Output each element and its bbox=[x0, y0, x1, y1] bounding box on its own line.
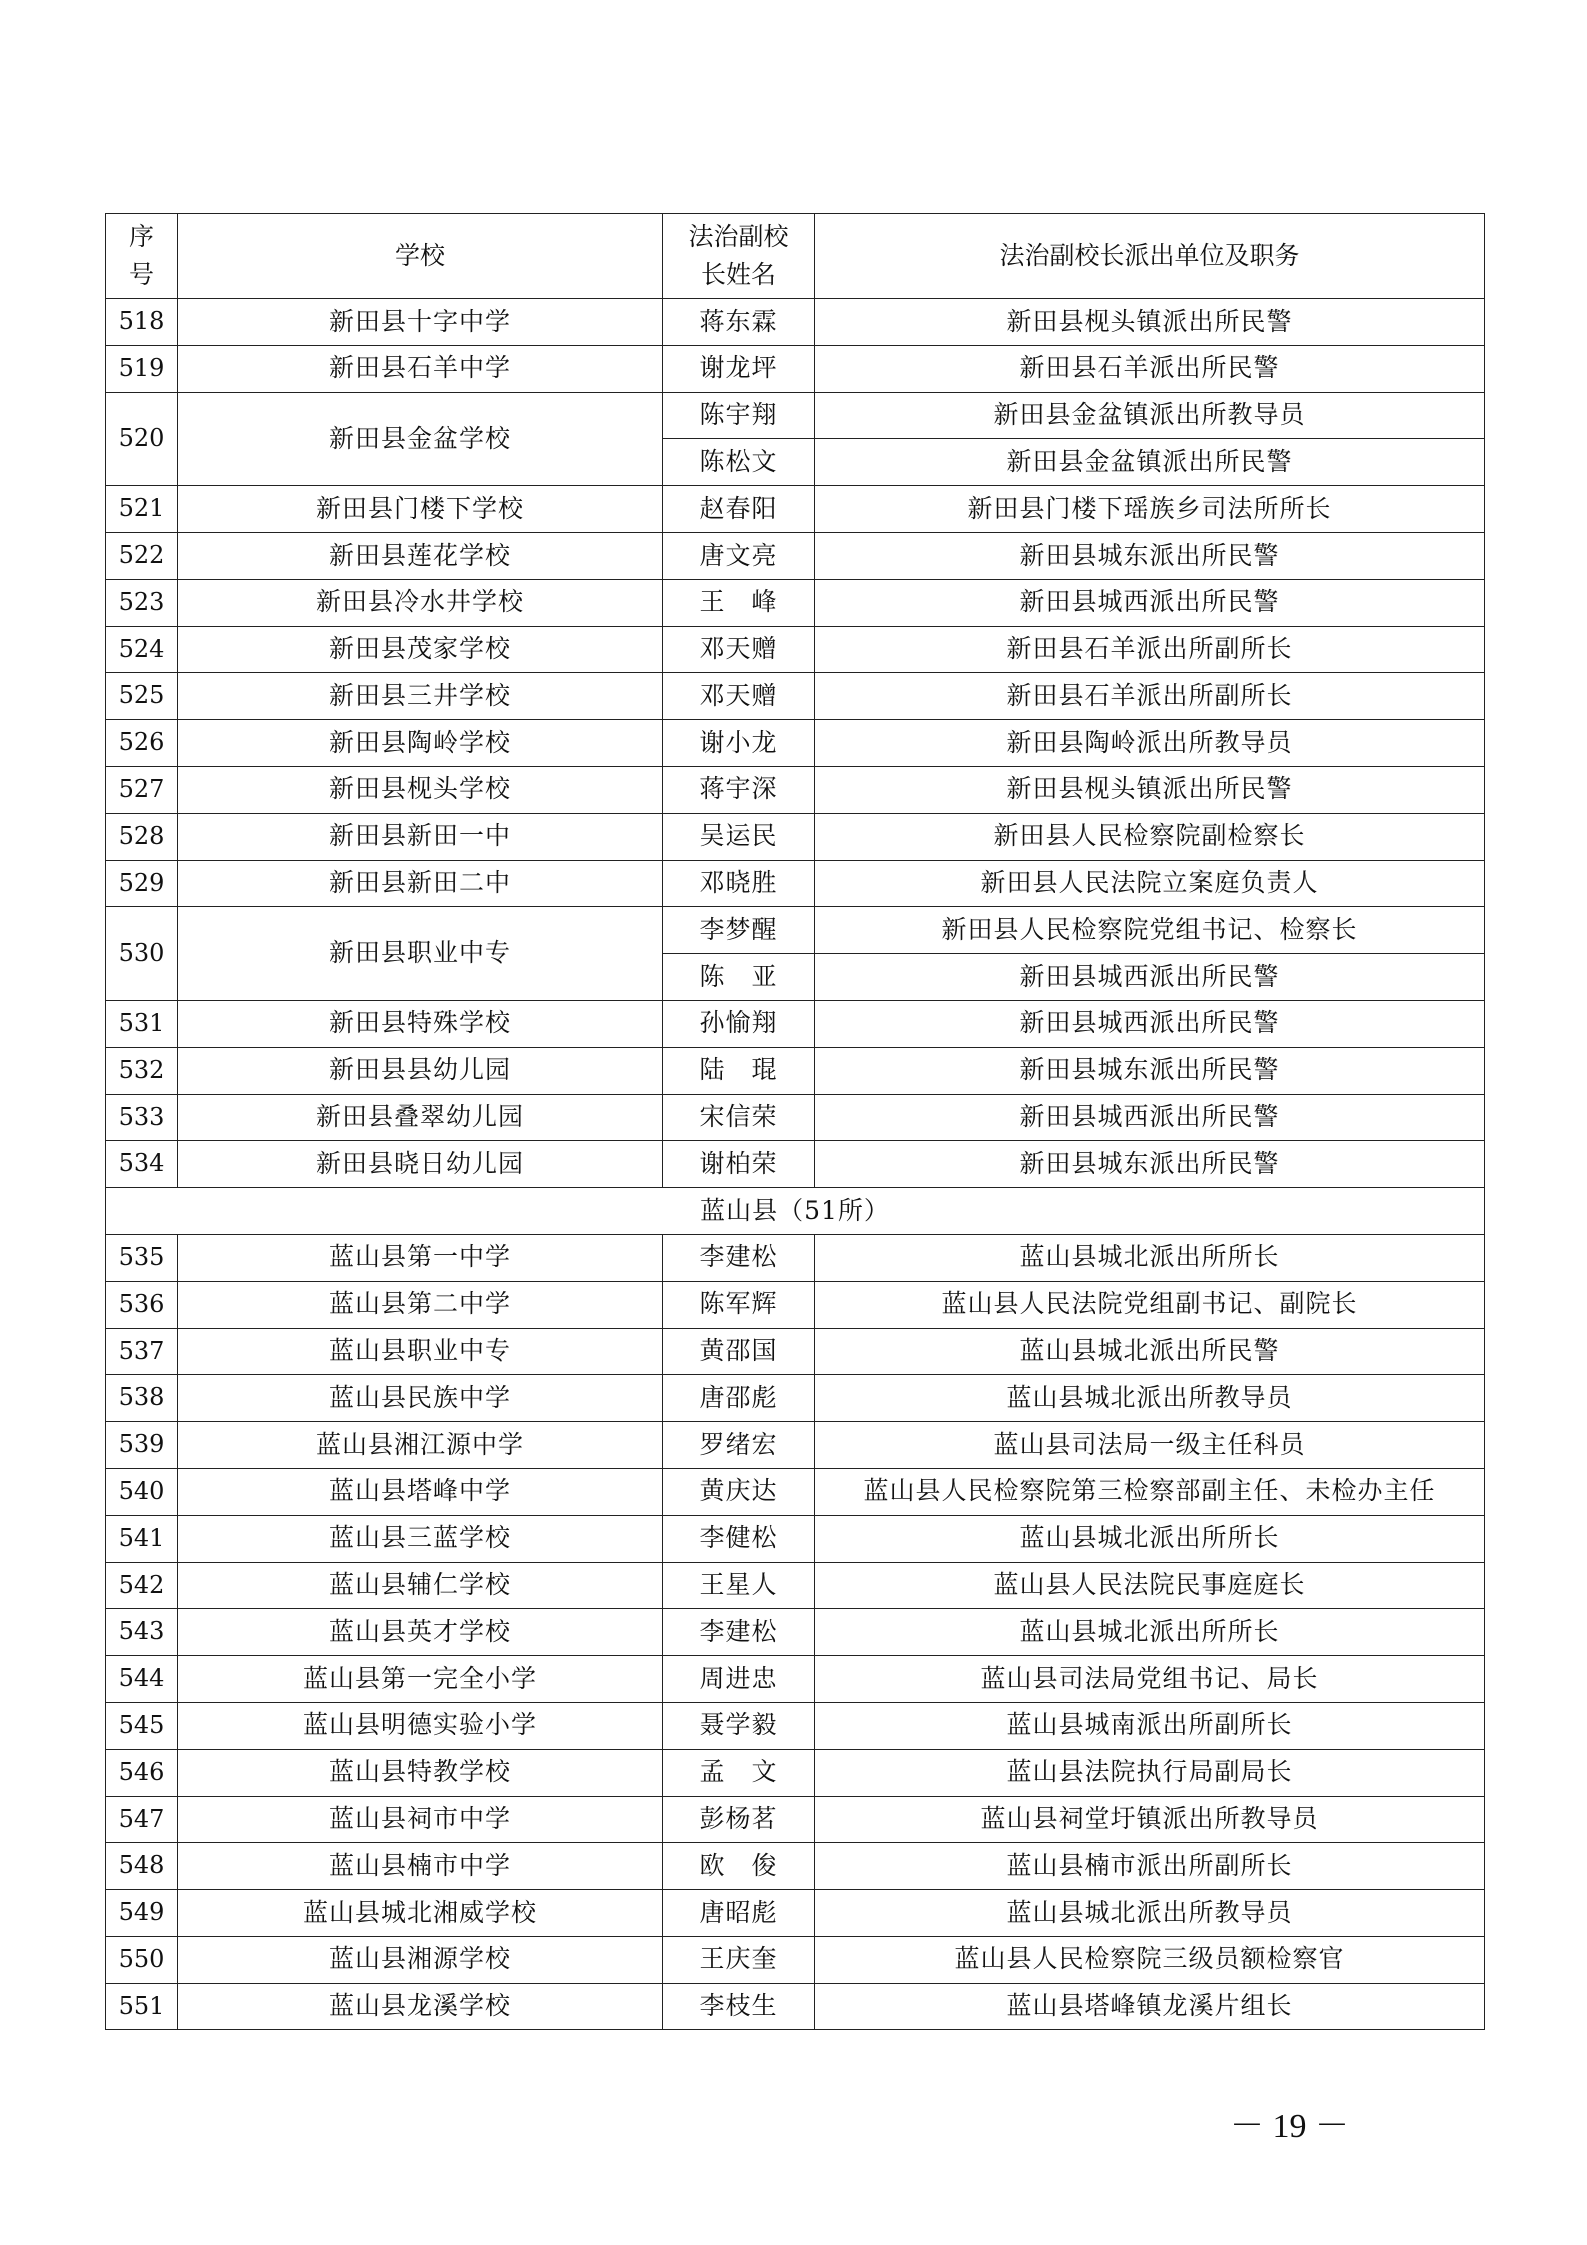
table-row bbox=[106, 1562, 1485, 1609]
school-name: 新田县莲花学校 bbox=[178, 532, 663, 579]
dispatch-unit: 新田县城西派出所民警 bbox=[815, 1094, 1485, 1141]
school-name: 蓝山县辅仁学校 bbox=[178, 1562, 663, 1609]
table-row bbox=[106, 579, 1485, 626]
school-name: 蓝山县三蓝学校 bbox=[178, 1515, 663, 1562]
dispatch-unit: 新田县人民检察院副检察长 bbox=[815, 813, 1485, 860]
row-index: 531 bbox=[106, 1000, 178, 1047]
section-row bbox=[106, 1188, 1485, 1235]
table-row bbox=[106, 1234, 1485, 1281]
table-header-row bbox=[106, 214, 1485, 299]
row-index: 537 bbox=[106, 1328, 178, 1375]
dispatch-unit: 蓝山县城北派出所教导员 bbox=[815, 1375, 1485, 1422]
principal-name: 王星人 bbox=[663, 1562, 815, 1609]
table-row bbox=[106, 907, 1485, 954]
table-row bbox=[106, 1656, 1485, 1703]
school-name: 蓝山县第一中学 bbox=[178, 1234, 663, 1281]
school-name: 新田县叠翠幼儿园 bbox=[178, 1094, 663, 1141]
principal-name: 王庆奎 bbox=[663, 1936, 815, 1983]
dispatch-unit: 蓝山县司法局一级主任科员 bbox=[815, 1422, 1485, 1469]
row-index: 544 bbox=[106, 1656, 178, 1703]
dispatch-unit: 新田县城西派出所民警 bbox=[815, 1000, 1485, 1047]
school-name: 新田县冷水井学校 bbox=[178, 579, 663, 626]
dispatch-unit: 新田县城东派出所民警 bbox=[815, 532, 1485, 579]
table-row bbox=[106, 813, 1485, 860]
principal-name: 陈松文 bbox=[663, 439, 815, 486]
principal-name: 陈宇翔 bbox=[663, 392, 815, 439]
school-name: 新田县石羊中学 bbox=[178, 345, 663, 392]
school-name: 新田县职业中专 bbox=[178, 907, 663, 1001]
dispatch-unit: 蓝山县人民检察院第三检察部副主任、未检办主任 bbox=[815, 1468, 1485, 1515]
dispatch-unit: 新田县金盆镇派出所民警 bbox=[815, 439, 1485, 486]
principal-name: 欧 俊 bbox=[663, 1843, 815, 1890]
school-name: 新田县县幼儿园 bbox=[178, 1047, 663, 1094]
school-name: 新田县新田二中 bbox=[178, 860, 663, 907]
principal-name: 罗绪宏 bbox=[663, 1422, 815, 1469]
dispatch-unit: 蓝山县人民法院民事庭庭长 bbox=[815, 1562, 1485, 1609]
table-row bbox=[106, 1422, 1485, 1469]
row-index: 535 bbox=[106, 1234, 178, 1281]
principal-name: 李建松 bbox=[663, 1234, 815, 1281]
school-name: 蓝山县民族中学 bbox=[178, 1375, 663, 1422]
table-row bbox=[106, 299, 1485, 346]
principal-name: 蒋东霖 bbox=[663, 299, 815, 346]
table-row bbox=[106, 1468, 1485, 1515]
dispatch-unit: 蓝山县城北派出所所长 bbox=[815, 1234, 1485, 1281]
principal-name: 赵春阳 bbox=[663, 486, 815, 533]
row-index: 533 bbox=[106, 1094, 178, 1141]
principal-name: 谢龙坪 bbox=[663, 345, 815, 392]
row-index: 546 bbox=[106, 1749, 178, 1796]
principal-name: 李健松 bbox=[663, 1515, 815, 1562]
row-index: 540 bbox=[106, 1468, 178, 1515]
school-name: 蓝山县城北湘威学校 bbox=[178, 1890, 663, 1937]
principal-name: 彭杨茗 bbox=[663, 1796, 815, 1843]
row-index: 550 bbox=[106, 1936, 178, 1983]
school-name: 蓝山县湘江源中学 bbox=[178, 1422, 663, 1469]
school-name: 蓝山县湘源学校 bbox=[178, 1936, 663, 1983]
row-index: 525 bbox=[106, 673, 178, 720]
school-name: 新田县金盆学校 bbox=[178, 392, 663, 486]
row-index: 521 bbox=[106, 486, 178, 533]
section-title: 蓝山县（51所） bbox=[106, 1188, 1485, 1235]
table-row bbox=[106, 1375, 1485, 1422]
principal-name: 李梦醒 bbox=[663, 907, 815, 954]
principal-name: 唐文亮 bbox=[663, 532, 815, 579]
row-index: 548 bbox=[106, 1843, 178, 1890]
table-row bbox=[106, 1515, 1485, 1562]
dispatch-unit: 新田县门楼下瑶族乡司法所所长 bbox=[815, 486, 1485, 533]
row-index: 534 bbox=[106, 1141, 178, 1188]
table-row bbox=[106, 1000, 1485, 1047]
school-name: 新田县晓日幼儿园 bbox=[178, 1141, 663, 1188]
school-name: 新田县特殊学校 bbox=[178, 1000, 663, 1047]
table-row bbox=[106, 1047, 1485, 1094]
row-index: 545 bbox=[106, 1702, 178, 1749]
dispatch-unit: 新田县枧头镇派出所民警 bbox=[815, 766, 1485, 813]
row-index: 547 bbox=[106, 1796, 178, 1843]
principal-name: 宋信荣 bbox=[663, 1094, 815, 1141]
principal-name: 周进忠 bbox=[663, 1656, 815, 1703]
principal-name: 陈军辉 bbox=[663, 1281, 815, 1328]
table-row bbox=[106, 392, 1485, 439]
row-index: 541 bbox=[106, 1515, 178, 1562]
dispatch-unit: 新田县石羊派出所副所长 bbox=[815, 673, 1485, 720]
principal-name: 陆 琨 bbox=[663, 1047, 815, 1094]
dispatch-unit: 新田县城东派出所民警 bbox=[815, 1141, 1485, 1188]
school-name: 新田县茂家学校 bbox=[178, 626, 663, 673]
principal-name: 王 峰 bbox=[663, 579, 815, 626]
dispatch-unit: 新田县枧头镇派出所民警 bbox=[815, 299, 1485, 346]
principal-name: 黄庆达 bbox=[663, 1468, 815, 1515]
principal-name: 聂学毅 bbox=[663, 1702, 815, 1749]
school-name: 蓝山县明德实验小学 bbox=[178, 1702, 663, 1749]
principal-name: 吴运民 bbox=[663, 813, 815, 860]
dispatch-unit: 蓝山县城南派出所副所长 bbox=[815, 1702, 1485, 1749]
dispatch-unit: 新田县金盆镇派出所教导员 bbox=[815, 392, 1485, 439]
row-index: 519 bbox=[106, 345, 178, 392]
table-row bbox=[106, 1702, 1485, 1749]
row-index: 523 bbox=[106, 579, 178, 626]
school-name: 蓝山县第一完全小学 bbox=[178, 1656, 663, 1703]
dispatch-unit: 蓝山县城北派出所所长 bbox=[815, 1609, 1485, 1656]
table-row bbox=[106, 860, 1485, 907]
table-row bbox=[106, 1749, 1485, 1796]
table-row bbox=[106, 1609, 1485, 1656]
principal-name: 陈 亚 bbox=[663, 954, 815, 1001]
row-index: 549 bbox=[106, 1890, 178, 1937]
row-index: 538 bbox=[106, 1375, 178, 1422]
row-index: 543 bbox=[106, 1609, 178, 1656]
school-name: 蓝山县祠市中学 bbox=[178, 1796, 663, 1843]
school-name: 蓝山县龙溪学校 bbox=[178, 1983, 663, 2030]
table-row bbox=[106, 1328, 1485, 1375]
dispatch-unit: 新田县人民检察院党组书记、检察长 bbox=[815, 907, 1485, 954]
table-row bbox=[106, 1890, 1485, 1937]
row-index: 526 bbox=[106, 720, 178, 767]
table-row bbox=[106, 345, 1485, 392]
table-row bbox=[106, 486, 1485, 533]
dispatch-unit: 蓝山县城北派出所民警 bbox=[815, 1328, 1485, 1375]
dispatch-unit: 新田县人民法院立案庭负责人 bbox=[815, 860, 1485, 907]
principal-name: 蒋宇深 bbox=[663, 766, 815, 813]
dispatch-unit: 蓝山县祠堂圩镇派出所教导员 bbox=[815, 1796, 1485, 1843]
dispatch-unit: 新田县城东派出所民警 bbox=[815, 1047, 1485, 1094]
school-name: 新田县新田一中 bbox=[178, 813, 663, 860]
table-row bbox=[106, 1281, 1485, 1328]
school-name: 蓝山县楠市中学 bbox=[178, 1843, 663, 1890]
table-body bbox=[106, 299, 1485, 2030]
school-name: 新田县陶岭学校 bbox=[178, 720, 663, 767]
table-row bbox=[106, 1843, 1485, 1890]
table-row bbox=[106, 1936, 1485, 1983]
school-name: 新田县三井学校 bbox=[178, 673, 663, 720]
dispatch-unit: 蓝山县人民法院党组副书记、副院长 bbox=[815, 1281, 1485, 1328]
dispatch-unit: 蓝山县城北派出所所长 bbox=[815, 1515, 1485, 1562]
dispatch-unit: 蓝山县塔峰镇龙溪片组长 bbox=[815, 1983, 1485, 2030]
principal-name: 邓天赠 bbox=[663, 626, 815, 673]
principal-name: 谢小龙 bbox=[663, 720, 815, 767]
header-name: 法治副校长姓名 bbox=[663, 214, 815, 299]
principal-name: 唐邵彪 bbox=[663, 1375, 815, 1422]
table-row bbox=[106, 1141, 1485, 1188]
dispatch-unit: 新田县石羊派出所民警 bbox=[815, 345, 1485, 392]
dispatch-unit: 蓝山县法院执行局副局长 bbox=[815, 1749, 1485, 1796]
header-unit: 法治副校长派出单位及职务 bbox=[815, 214, 1485, 299]
table-row bbox=[106, 1796, 1485, 1843]
row-index: 518 bbox=[106, 299, 178, 346]
principal-name: 李枝生 bbox=[663, 1983, 815, 2030]
principal-name: 邓晓胜 bbox=[663, 860, 815, 907]
dispatch-unit: 蓝山县楠市派出所副所长 bbox=[815, 1843, 1485, 1890]
row-index: 522 bbox=[106, 532, 178, 579]
principal-name: 谢柏荣 bbox=[663, 1141, 815, 1188]
dispatch-unit: 新田县陶岭派出所教导员 bbox=[815, 720, 1485, 767]
row-index: 520 bbox=[106, 392, 178, 486]
school-name: 蓝山县英才学校 bbox=[178, 1609, 663, 1656]
table-row bbox=[106, 766, 1485, 813]
table-row bbox=[106, 720, 1485, 767]
header-index: 序号 bbox=[106, 214, 178, 299]
row-index: 551 bbox=[106, 1983, 178, 2030]
principal-name: 李建松 bbox=[663, 1609, 815, 1656]
header-school: 学校 bbox=[178, 214, 663, 299]
row-index: 524 bbox=[106, 626, 178, 673]
row-index: 539 bbox=[106, 1422, 178, 1469]
dispatch-unit: 新田县城西派出所民警 bbox=[815, 954, 1485, 1001]
row-index: 528 bbox=[106, 813, 178, 860]
row-index: 542 bbox=[106, 1562, 178, 1609]
page-number: － 19 － bbox=[1230, 2108, 1349, 2145]
table-row bbox=[106, 673, 1485, 720]
table-row bbox=[106, 626, 1485, 673]
table-row bbox=[106, 1094, 1485, 1141]
school-name: 新田县十字中学 bbox=[178, 299, 663, 346]
dispatch-unit: 蓝山县城北派出所教导员 bbox=[815, 1890, 1485, 1937]
principal-name: 邓天赠 bbox=[663, 673, 815, 720]
school-name: 蓝山县职业中专 bbox=[178, 1328, 663, 1375]
school-name: 蓝山县特教学校 bbox=[178, 1749, 663, 1796]
table-row bbox=[106, 1983, 1485, 2030]
principal-name: 唐昭彪 bbox=[663, 1890, 815, 1937]
row-index: 527 bbox=[106, 766, 178, 813]
dispatch-unit: 新田县石羊派出所副所长 bbox=[815, 626, 1485, 673]
principal-name: 孙愉翔 bbox=[663, 1000, 815, 1047]
school-name: 新田县枧头学校 bbox=[178, 766, 663, 813]
principal-name: 黄邵国 bbox=[663, 1328, 815, 1375]
school-name: 新田县门楼下学校 bbox=[178, 486, 663, 533]
dispatch-unit: 新田县城西派出所民警 bbox=[815, 579, 1485, 626]
row-index: 530 bbox=[106, 907, 178, 1001]
school-name: 蓝山县第二中学 bbox=[178, 1281, 663, 1328]
school-name: 蓝山县塔峰中学 bbox=[178, 1468, 663, 1515]
row-index: 529 bbox=[106, 860, 178, 907]
row-index: 536 bbox=[106, 1281, 178, 1328]
dispatch-unit: 蓝山县司法局党组书记、局长 bbox=[815, 1656, 1485, 1703]
appointment-table bbox=[105, 213, 1485, 2030]
table-row bbox=[106, 532, 1485, 579]
dispatch-unit: 蓝山县人民检察院三级员额检察官 bbox=[815, 1936, 1485, 1983]
row-index: 532 bbox=[106, 1047, 178, 1094]
principal-name: 孟 文 bbox=[663, 1749, 815, 1796]
